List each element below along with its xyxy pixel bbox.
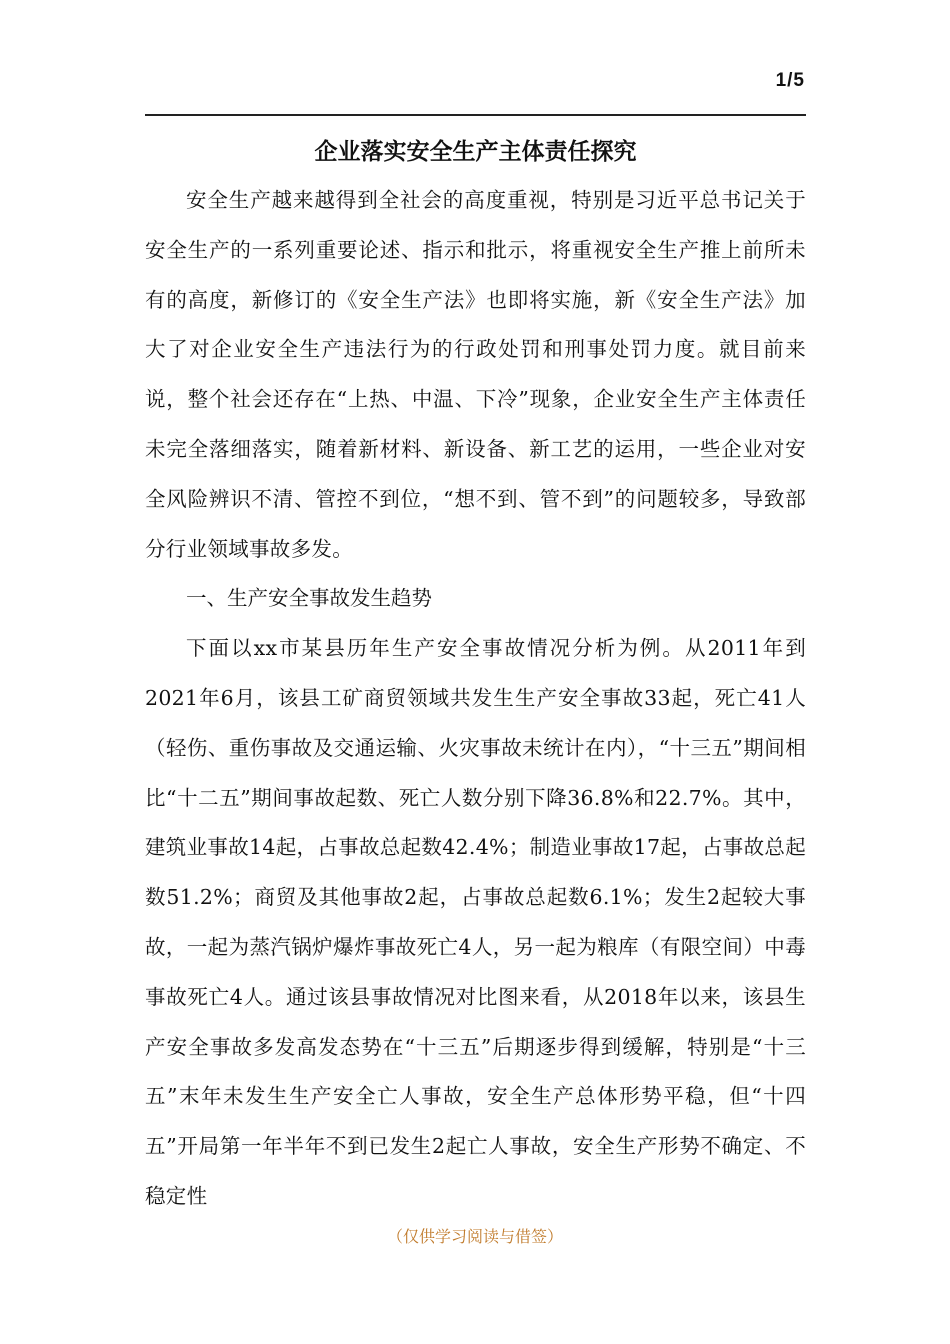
- paragraph-intro: 安全生产越来越得到全社会的高度重视，特别是习近平总书记关于安全生产的一系列重要论述、指示和批示，将重视安全生产推上前所未有的高度，新修订的《安全生产法》也即将实施，新《安全生产法》加大了对企业安全生产违法行为的行政处罚和刑事处罚力度。就目前来说，整个社会还存在“上热、中温、下冷”现象，企业安全生产主体责任未完全落细落实，随着新材料、新设备、新工艺的运用，一些企业对安全风险辨识不清、管控不到位，“想不到、管不到”的问题较多，导致部分行业领域事故多发。: [145, 188, 806, 561]
- document-body: [145, 176, 806, 1222]
- section-heading: 一、生产安全事故发生趋势: [186, 586, 432, 611]
- page-number: 1/5: [775, 70, 805, 91]
- header-divider: [145, 114, 806, 116]
- document-title: 企业落实安全生产主体责任探究: [314, 138, 637, 165]
- footer-note: （仅供学习阅读与借签）: [386, 1227, 563, 1246]
- paragraph-analysis: 下面以xx市某县历年生产安全事故情况分析为例。从2011年到2021年6月，该县工矿商贸领域共发生生产安全事故33起，死亡41人（轻伤、重伤事故及交通运输、火灾事故未统计在内），“十三五”期间相比“十二五”期间事故起数、死亡人数分别下降36.8%和22.7%。其中，建筑业事故14起，占事故总起数42.4%；制造业事故17起，占事故总起数51.2%；商贸及其他事故2起，占事故总起数6.1%；发生2起较大事故，一起为蒸汽锅炉爆炸事故死亡4人，另一起为粮库（有限空间）中毒事故死亡4人。通过该县事故情况对比图来看，从2018年以来，该县生产安全事故多发高发态势在“十三五”后期逐步得到缓解，特别是“十三五”末年未发生生产安全亡人事故，安全生产总体形势平稳，但“十四五”开局第一年半年不到已发生2起亡人事故，安全生产形势不确定、不稳定性: [145, 636, 806, 1208]
